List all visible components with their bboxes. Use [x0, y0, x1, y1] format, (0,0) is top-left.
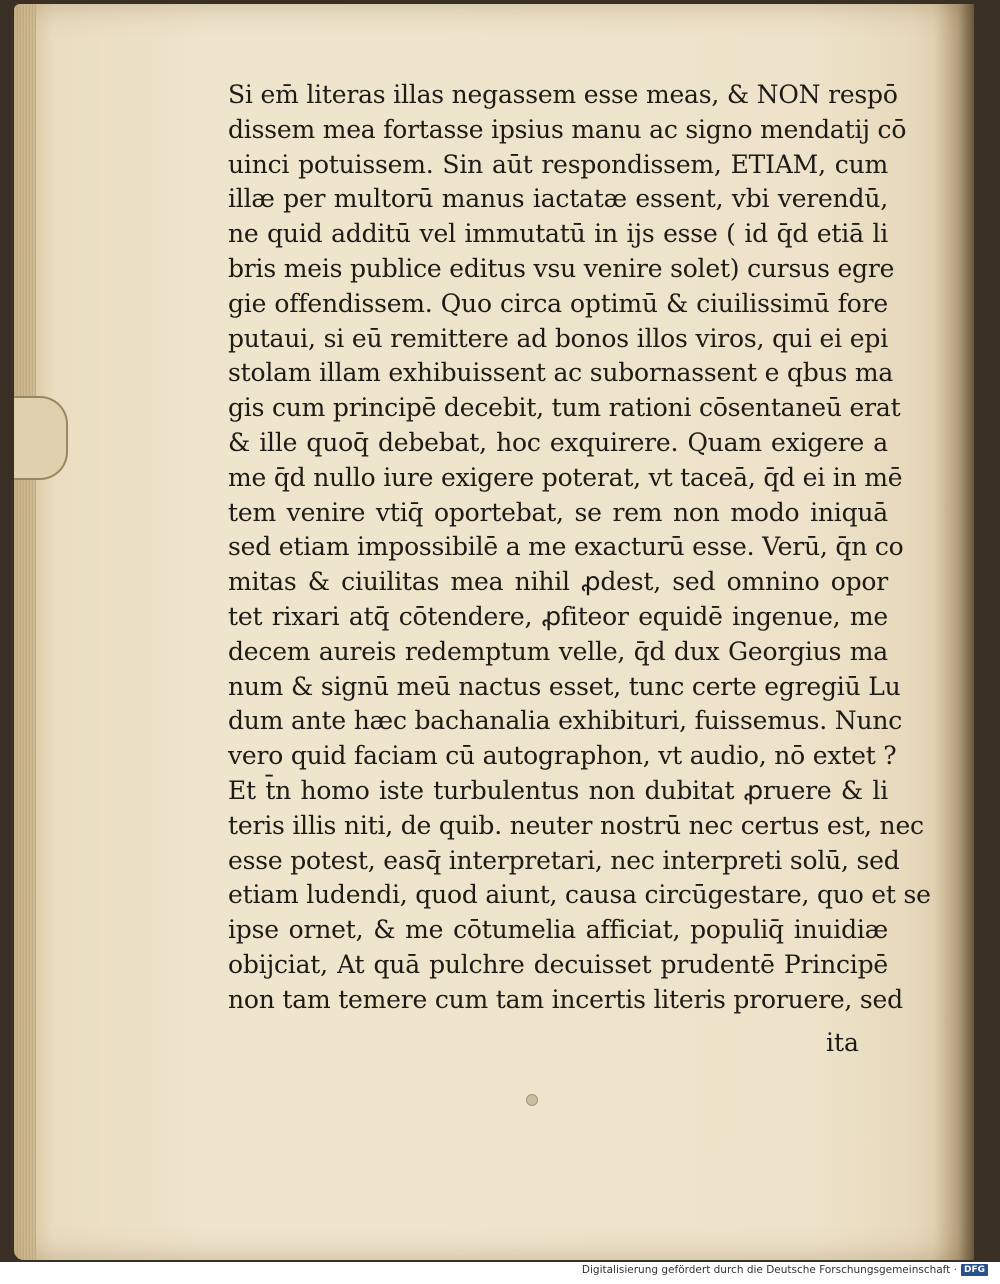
- paper-blemish: [526, 1094, 538, 1106]
- text-line: uinci potuissem. Sin aūt respondissem, ETIAM, cum: [228, 149, 888, 179]
- text-line: bris meis publice editus vsu venire solet) cursus egre: [228, 253, 895, 283]
- page-edge-tab: [14, 396, 68, 480]
- text-line: num & signū meū nactus esset, tunc certe egregiū Lu: [228, 671, 901, 701]
- text-line: teris illis niti, de quib. neuter nostrū nec certus est, nec: [228, 810, 924, 840]
- funding-credit-text: Digitalisierung gefördert durch die Deutsche Forschungsgemeinschaft ·: [581, 1264, 957, 1276]
- text-line: decem aureis redemptum velle, q̄d dux Georgius ma: [228, 636, 888, 666]
- text-line: gie offendissem. Quo circa optimū & ciuilissimū fore: [228, 288, 888, 318]
- body-text: [228, 78, 931, 1018]
- text-line: vero quid faciam cū autographon, vt audio, nō extet ?: [228, 741, 897, 771]
- text-line: Et t̄n homo iste turbulentus non dubitat ꝓruere & li: [228, 775, 888, 805]
- funding-credit: [582, 1264, 988, 1276]
- text-line: dum ante hæc bachanalia exhibituri, fuissemus. Nunc: [228, 706, 903, 736]
- text-line: sed etiam impossibilē a me exacturū esse. Verū, q̄n co: [228, 532, 904, 562]
- text-line: illæ per multorū manus iactatæ essent, vbi verendū,: [228, 184, 888, 214]
- text-line: stolam illam exhibuissent ac subornassent e qbus ma: [228, 358, 894, 388]
- text-line: Si em̄ literas illas negassem esse meas, & NON respō: [228, 80, 898, 109]
- text-line: ipse ornet, & me cōtumelia afficiat, populiq̄ inuidiæ: [228, 915, 888, 945]
- text-line: esse potest, easq̄ interpretari, nec interpreti solū, sed: [228, 845, 900, 875]
- text-line: me q̄d nullo iure exigere poterat, vt taceā, q̄d ei in mē: [228, 462, 903, 492]
- text-line: & ille quoq̄ debebat, hoc exquirere. Quam exigere a: [228, 427, 888, 457]
- text-line: gis cum principē decebit, tum rationi cōsentaneū erat: [228, 393, 901, 423]
- text-line: tem venire vtiq̄ oportebat, se rem non modo iniquā: [228, 497, 888, 527]
- dfg-logo: DFG: [961, 1264, 988, 1276]
- text-line: non tam temere cum tam incertis literis proruere, sed: [228, 984, 903, 1014]
- catchword: ita: [826, 1028, 859, 1057]
- page-edges: [14, 4, 36, 1260]
- page-gutter: [934, 4, 974, 1260]
- text-line: obijciat, At quā pulchre decuisset prudentē Principē: [228, 949, 888, 979]
- text-line: mitas & ciuilitas mea nihil ꝓdest, sed omnino opor: [228, 567, 888, 597]
- text-line: putaui, si eū remittere ad bonos illos viros, qui ei epi: [228, 323, 888, 353]
- text-line: etiam ludendi, quod aiunt, causa circūgestare, quo et se: [228, 880, 931, 910]
- footer-bar: [0, 1262, 1000, 1284]
- text-line: ne quid additū vel immutatū in ijs esse ( id q̄d etiā li: [228, 219, 888, 249]
- text-line: dissem mea fortasse ipsius manu ac signo mendatij cō: [228, 114, 907, 144]
- text-line: tet rixari atq̄ cōtendere, ꝓfiteor equidē ingenue, me: [228, 601, 888, 631]
